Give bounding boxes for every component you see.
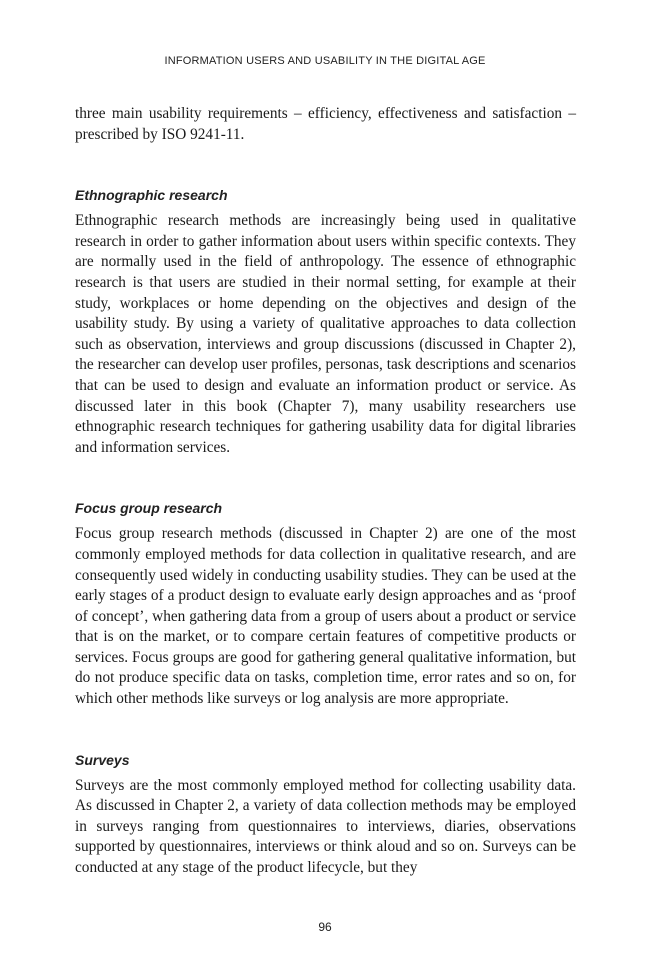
- section-ethnographic-research: [75, 185, 576, 458]
- section-paragraph: Ethnographic research methods are increasingly being used in qualitative research in order to gather information about users within specific contexts. They are normally used in the field of anthropology. The essence of ethnographic research is that users are studied in their normal setting, for example at their study, workplaces or home depending on the objectives and design of the usability study. By using a variety of qualitative approaches to data collection such as observation, interviews and group discussions (discussed in Chapter 2), the researcher can develop user profiles, personas, task descriptions and scenarios that can be used to design and evaluate an information product or service. As discussed later in this book (Chapter 7), many usability researchers use ethnographic research techniques for gathering usability data for digital libraries and information services.: [75, 212, 576, 456]
- running-head: INFORMATION USERS AND USABILITY IN THE DIGITAL AGE: [164, 55, 486, 67]
- intro-paragraph: three main usability requirements – efficiency, effectiveness and satisfaction – prescribed by ISO 9241-11.: [75, 105, 576, 143]
- section-focus-group-research: [75, 498, 576, 709]
- page-body: [75, 104, 576, 879]
- section-paragraph: Surveys are the most commonly employed method for collecting usability data. As discussed in Chapter 2, a variety of data collection methods may be employed in surveys ranging from questionnaires to interviews, diaries, observations supported by questionnaires, interviews or think aloud and so on. Surveys can be conducted at any stage of the product lifecycle, but they: [75, 776, 576, 877]
- section-paragraph: Focus group research methods (discussed in Chapter 2) are one of the most commonly employed methods for data collection in qualitative research, and are consequently used widely in conducting usability studies. They can be used at the early stages of a product design to evaluate early design approaches and as ‘proof of concept’, when gathering data from a group of users about a product or service that is on the market, or to compare certain features of competitive products or services. Focus groups are good for gathering general qualitative information, but do not produce specific data on tasks, completion time, error rates and so on, for which other methods like surveys or log analysis are more appropriate.: [75, 525, 576, 708]
- section-heading: Focus group research: [75, 500, 223, 517]
- section-heading: Ethnographic research: [75, 187, 228, 204]
- section-heading: Surveys: [75, 751, 130, 768]
- page-number: 96: [318, 920, 332, 934]
- section-surveys: [75, 750, 576, 879]
